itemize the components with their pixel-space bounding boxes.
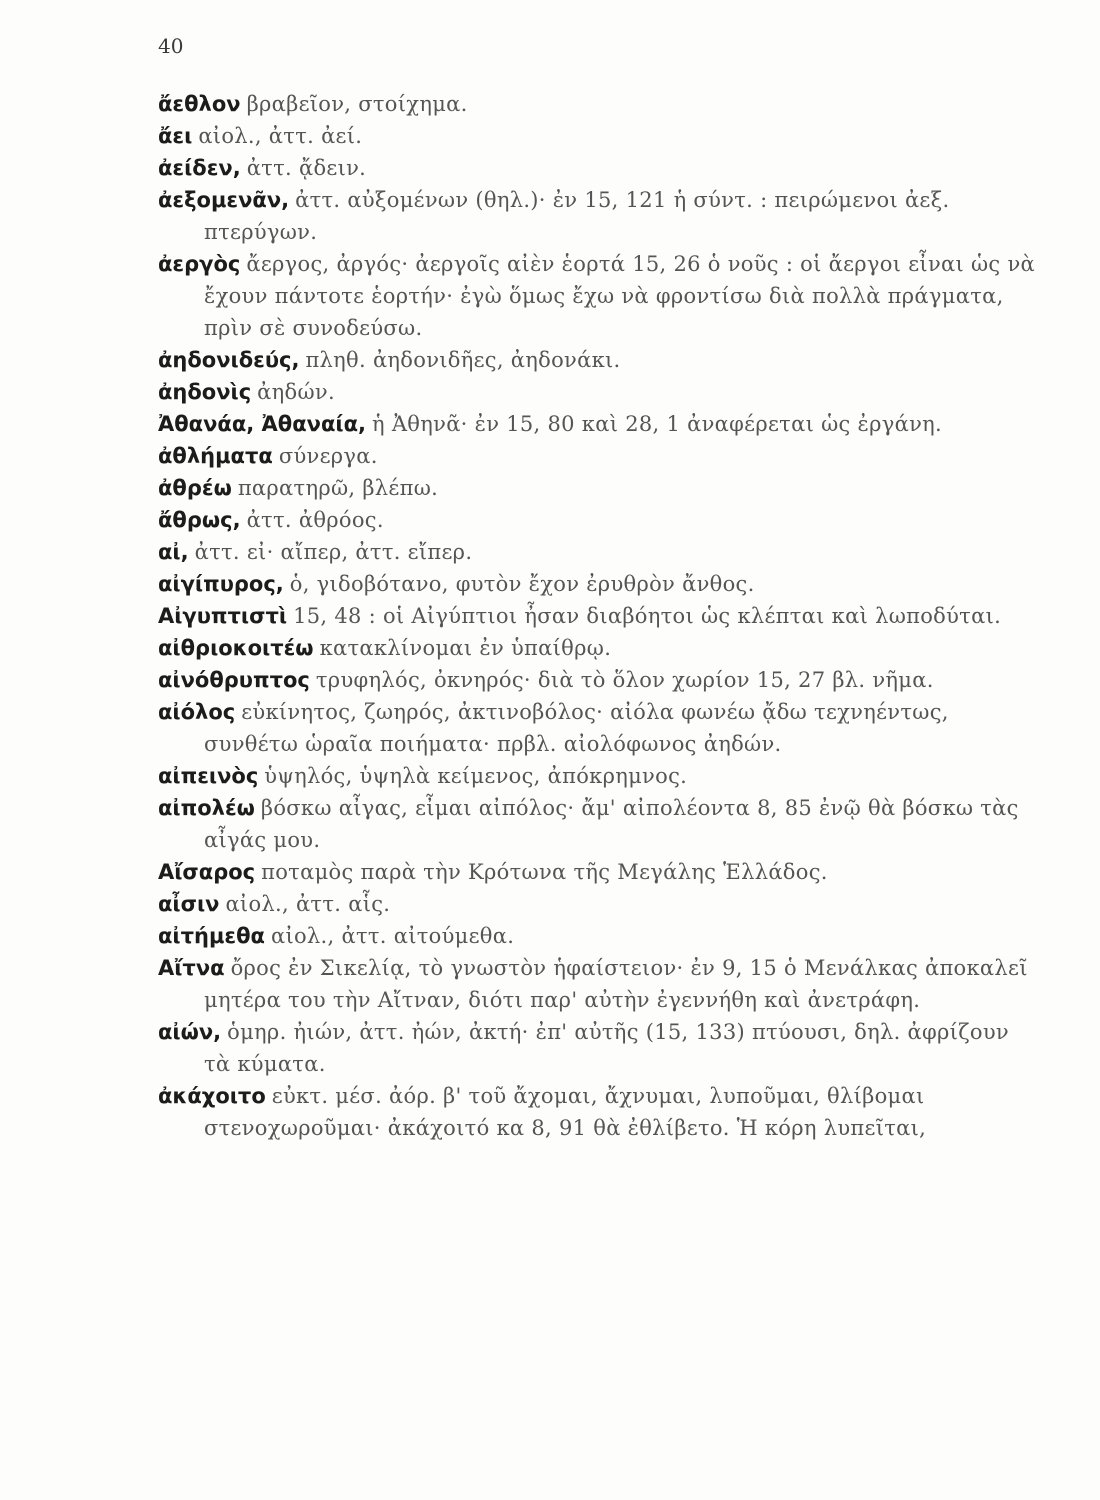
dictionary-entry [158,184,1038,248]
headword: ἀεξομενᾶν, [158,188,290,212]
dictionary-entry [158,536,1038,568]
headword: αἰπεινὸς [158,764,259,788]
definition: ποταμὸς παρὰ τὴν Κρότωνα τῆς Μεγάλης Ἑλλάδος. [261,860,828,884]
dictionary-entry [158,248,1038,344]
definition: εὐκτ. μέσ. ἀόρ. β' τοῦ ἄχομαι, ἄχνυμαι, λυποῦμαι, θλίβομαι στενοχωροῦμαι· ἀκάχοιτό κα 8, 91 θὰ ἐθλίβετο. Ἡ κόρη λυπεῖται, [204,1084,927,1140]
dictionary-entry [158,344,1038,376]
definition: ἀττ. ἀθρόος. [246,508,384,532]
definition: αἰολ., ἀττ. ἀεί. [198,124,363,148]
definition: ἀττ. ᾄδειν. [246,156,367,180]
definition: αἰολ., ἀττ. αἷς. [225,892,391,916]
definition: αἰολ., ἀττ. αἰτούμεθα. [270,924,515,948]
headword: ἀεργὸς [158,252,241,276]
dictionary-entry [158,696,1038,760]
dictionary-entry [158,120,1038,152]
headword: Ἀθανάα, Ἀθαναία, [158,412,366,436]
headword: αἶσιν [158,892,220,916]
definition: 15, 48 : οἱ Αἰγύπτιοι ἦσαν διαβόητοι ὡς κλέπται καὶ λωποδύται. [293,604,1002,628]
definition: ὑψηλός, ὑψηλὰ κείμενος, ἀπόκρημνος. [264,764,688,788]
headword: αἰόλος [158,700,236,724]
definition: παρατηρῶ, βλέπω. [237,476,439,500]
dictionary-entry [158,472,1038,504]
headword: ἄεθλον [158,92,241,116]
headword: αἰτήμεθα [158,924,265,948]
dictionary-entries [158,88,1038,1144]
dictionary-entry [158,792,1038,856]
dictionary-entry [158,664,1038,696]
headword: ἀηδονὶς [158,380,252,404]
headword: Αἰγυπτιστὶ [158,604,288,628]
definition: σύνεργα. [278,444,378,468]
headword: ἀκάχοιτο [158,1084,266,1108]
headword: ἄει [158,124,193,148]
dictionary-entry [158,568,1038,600]
dictionary-entry [158,88,1038,120]
dictionary-entry [158,504,1038,536]
definition: εὐκίνητος, ζωηρός, ἀκτινοβόλος· αἰόλα φωνέω ᾄδω τεχνηέντως, συνθέτω ὡραῖα ποιήματα· πρβλ. αἰολόφωνος ἀηδών. [204,700,949,756]
dictionary-entry [158,856,1038,888]
headword: αἰπολέω [158,796,255,820]
definition: πληθ. ἀηδονιδῆες, ἀηδονάκι. [305,348,621,372]
headword: Αἴσαρος [158,860,256,884]
definition: ὁ, γιδοβότανο, φυτὸν ἔχον ἐρυθρὸν ἄνθος. [289,572,755,596]
dictionary-entry [158,1080,1038,1144]
definition: ἀττ. αὐξομένων (θηλ.)· ἐν 15, 121 ἡ σύντ. : πειρώμενοι ἀεξ. πτερύγων. [204,188,950,244]
definition: τρυφηλός, ὀκνηρός· διὰ τὸ ὅλον χωρίον 15, 27 βλ. νῆμα. [315,668,934,692]
dictionary-entry [158,920,1038,952]
headword: ἀείδεν, [158,156,241,180]
dictionary-entry [158,1016,1038,1080]
dictionary-entry [158,408,1038,440]
definition: ὄρος ἐν Σικελίᾳ, τὸ γνωστὸν ἡφαίστειον· ἐν 9, 15 ὁ Μενάλκας ἀποκαλεῖ μητέρα του τὴν Αἴτναν, διότι παρ' αὐτὴν ἐγεννήθη καὶ ἀνετράφη. [204,956,1028,1012]
headword: αἰνόθρυπτος [158,668,310,692]
headword: αἰθριοκοιτέω [158,636,314,660]
dictionary-entry [158,376,1038,408]
definition: ὁμηρ. ἠιών, ἀττ. ἠών, ἀκτή· ἐπ' αὐτῆς (15, 133) πτύουσι, δηλ. ἀφρίζουν τὰ κύματα. [204,1020,1009,1076]
dictionary-entry [158,632,1038,664]
definition: βραβεῖον, στοίχημα. [246,92,468,116]
dictionary-entry [158,952,1038,1016]
page-number: 40 [158,34,184,58]
dictionary-entry [158,888,1038,920]
headword: αἰών, [158,1020,222,1044]
dictionary-entry [158,152,1038,184]
headword: ἄθρως, [158,508,241,532]
definition: ἄεργος, ἀργός· ἀεργοῖς αἰὲν ἑορτά 15, 26 ὁ νοῦς : οἱ ἄεργοι εἶναι ὡς νὰ ἔχουν πάντοτε ἑορτήν· ἐγὼ ὅμως ἔχω νὰ φροντίσω διὰ πολλὰ πράγματα, πρὶν σὲ συνοδεύσω. [204,252,1036,340]
headword: αἰ, [158,540,189,564]
dictionary-entry [158,600,1038,632]
definition: ἀηδών. [257,380,335,404]
headword: ἀθρέω [158,476,232,500]
dictionary-entry [158,760,1038,792]
definition: κατακλίνομαι ἐν ὑπαίθρῳ. [319,636,612,660]
definition: ἡ Ἀθηνᾶ· ἐν 15, 80 καὶ 28, 1 ἀναφέρεται ὡς ἐργάνη. [371,412,943,436]
headword: ἀθλήματα [158,444,273,468]
headword: ἀηδονιδεύς, [158,348,300,372]
headword: Αἴτνα [158,956,225,980]
definition: βόσκω αἶγας, εἶμαι αἰπόλος· ἄμ' αἰπολέοντα 8, 85 ἐνῷ θὰ βόσκω τὰς αἶγάς μου. [204,796,1019,852]
dictionary-entry [158,440,1038,472]
headword: αἰγίπυρος, [158,572,284,596]
definition: ἀττ. εἰ· αἴπερ, ἀττ. εἴπερ. [194,540,473,564]
